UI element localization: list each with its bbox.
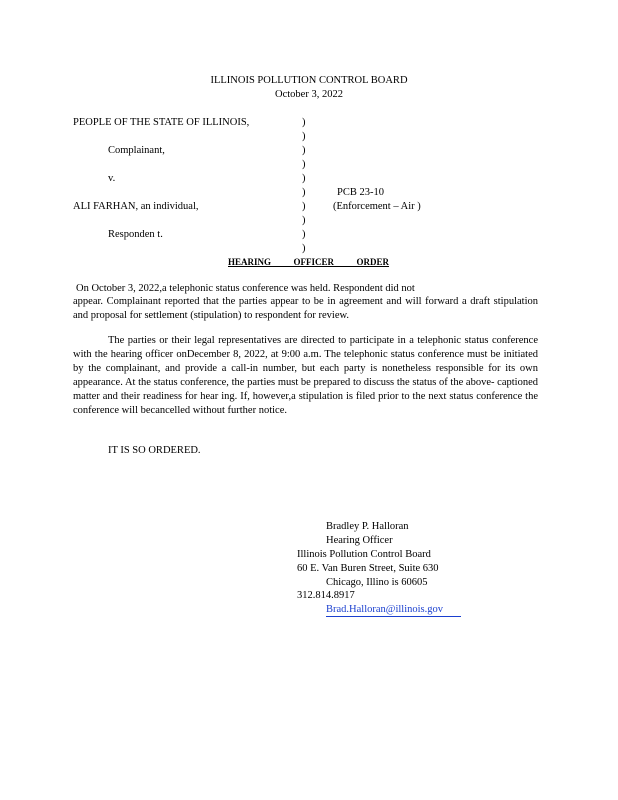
signer-phone: 312.814.8917 [297, 590, 355, 601]
defendant-name: ALI FARHAN, an individual, [73, 201, 199, 212]
paragraph-1-first-line: On October 3, 2022,a telephonic status conference was held. Respondent did not [76, 283, 415, 294]
board-title: ILLINOIS POLLUTION CONTROL BOARD [210, 75, 408, 86]
order-date: October 3, 2022 [275, 89, 343, 100]
signer-org: Illinois Pollution Control Board [297, 549, 431, 560]
paragraph-1-body: appear. Complainant reported that the parties appear to be in agreement and will forward a draft stipulation and proposal for settlement (stipulation) to respondent for review. [73, 296, 538, 321]
paragraph-2: The parties or their legal representatives are directed to participate in a telephonic status conference with the hearing officer onDecember 8, 2022, at 9:00 a.m. The telephonic status conference must be initiated by the complainant, and provide a call-in number, but each party is nonetheless responsible for its own appearance. At the status conference, the parties must be prepared to discuss the status of the above- captioned matter and their readiness for hear ing. If, however,a stipulation is filed prior to the next status conference the conference will becancelled without further notice. [73, 335, 538, 416]
signer-name: Bradley P. Halloran [326, 521, 409, 532]
so-ordered: IT IS SO ORDERED. [108, 445, 201, 456]
versus-label: v. [108, 173, 116, 184]
order-title: HEARING OFFICER ORDER [228, 257, 390, 267]
complainant-label: Complainant, [108, 145, 165, 156]
respondent-label: Responden t. [108, 229, 163, 240]
plaintiff-name: PEOPLE OF THE STATE OF ILLINOIS, [73, 117, 250, 128]
signer-email-link[interactable]: Brad.Halloran@illinois.gov [326, 604, 443, 615]
signer-title: Hearing Officer [326, 535, 393, 546]
signer-street: 60 E. Van Buren Street, Suite 630 [297, 563, 439, 574]
signer-email-container [326, 603, 461, 617]
case-type: (Enforcement – Air ) [333, 201, 421, 212]
case-number: PCB 23-10 [337, 187, 384, 198]
signer-city: Chicago, Illino is 60605 [326, 577, 428, 588]
caption-parentheses: ) ) ) ) ) ) ) ) ) ) [302, 117, 306, 254]
